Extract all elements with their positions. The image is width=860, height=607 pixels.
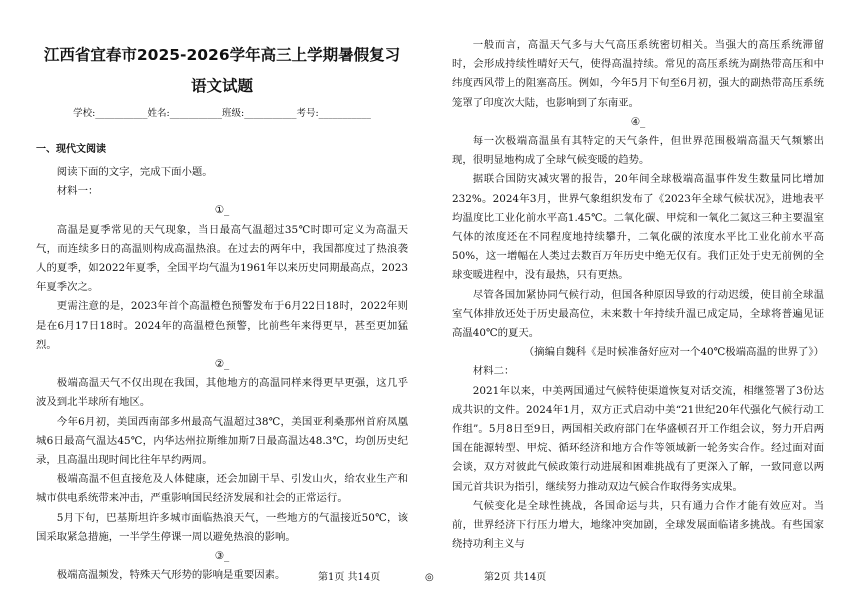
paragraph: 一般而言，高温天气多与大气高压系统密切相关。当强大的高压系统滞留时，会形成持续性晴好天气，使得高温持续。常见的高压系统为副热带高压和中纬度西风带上的阻塞高压。例如，今年5月下旬至6月初，强大的副热带高压系统笼罩了印度次大陆，也影响到了东南亚。 (452, 39, 824, 109)
paragraph: 极端高温不但直接危及人体健康，还会加剧干旱、引发山火，给农业生产和城市供电系统带来冲击，严重影响国民经济发展和社会的正常运行。 (36, 473, 408, 505)
paragraph: 气候变化是全球性挑战，各国命运与共，只有通力合作才能有效应对。当前，世界经济下行压力增大，地缘冲突加剧，全球发展面临诸多挑战。有些国家绕持功利主义与 (452, 499, 824, 551)
paragraph: 极端高温频发，特殊天气形势的影响是重要因素。 (56, 569, 286, 582)
right-page-column (452, 0, 824, 554)
paragraph: 2021年以来，中美两国通过气候特使渠道恢复对话交流，相继签署了3份达成共识的文件。2024年1月，双方正式启动中美“21世纪20年代强化气候行动工作组”。5月8日至9日，两国相关政府部门在华盛顿召开工作组会议，努力开启两国在能源转型、甲烷、循环经济和地方合作等领域新一轮务实合作。经过面对面会谈，双方对彼此气候政策行动进展和困难挑战有了更深入了解，一致同意以两国元首共识为指引，继续努力推动双边气候合作取得务实成果。 (452, 384, 824, 493)
page-number-right: 第2页 共14页 (484, 572, 547, 583)
paragraph: 材料二： (472, 365, 515, 378)
student-info-line: 学校:___________姓名:___________班级:___________考号:___________ (73, 108, 371, 119)
exam-subtitle: 语文试题 (190, 77, 253, 95)
paragraph: 高温是夏季常见的天气现象，当日最高气温超过35℃时即可定义为高温天气，而连续多日的高温则构成高温热浪。在过去的两年中，我国都度过了热浪袭人的夏季，如2022年夏季，全国平均气温为1961年以来历史同期最高点，2023年夏季次之。 (36, 223, 408, 294)
paragraph: 据联合国防灾减灾署的报告，20年间全球极端高温事件发生数量同比增加232%。2024年3月，世界气象组织发布了《2023年全球气候状况》，进地表平均温度比工业化前水平高1.45℃。二氧化碳、甲烷和一氧化二氮这三种主要温室气体的浓度还在不同程度地持续攀升，二氧化碳的浓度水平比工业化前水平高50%，这一增幅在人类过去数百万年历史中绝无仅有。我们正处于史无前例的全球变暖进程中，没有最热，只有更热。 (452, 173, 824, 282)
paragraph: 5月下旬，巴基斯坦许多城市面临热浪天气，一些地方的气温接近50℃，该国采取紧急措施，一半学生停课一周以避免热浪的影响。 (36, 511, 408, 543)
exam-title: 江西省宜春市2025-2026学年高三上学期暑假复习 (43, 46, 401, 64)
paragraph: ①_ (214, 204, 230, 217)
section-heading: 一、现代文阅读 (36, 144, 106, 155)
paragraph: 阅读下面的文字，完成下面小题。 (56, 166, 213, 178)
footer-symbol: ◎ (425, 572, 434, 583)
paragraph: ④_ (630, 115, 646, 128)
paragraph: 每一次极端高温虽有其特定的天气条件，但世界范围极端高温天气频繁出现，很明显地构成了全球气候变暖的趋势。 (452, 135, 824, 167)
paragraph: 今年6月初，美国西南部多州最高气温超过38℃，美国亚利桑那州首府凤凰城6日最高气温达45℃，内华达州拉斯维加斯7日最高温达48.3℃，均创历史纪录，且高温出现时间比往年早约两周。 (36, 415, 408, 467)
paragraph: 材料一： (56, 185, 99, 198)
right-column-text (452, 36, 824, 554)
left-column-text (36, 163, 408, 585)
citation: （摘编自魏科《是时候准备好应对一个40℃极端高温的世界了》） (523, 346, 824, 359)
paragraph: 极端高温天气不仅出现在我国，其他地方的高温同样来得更早更强，这几乎波及到北半球所有地区。 (36, 377, 408, 409)
left-page-column (36, 0, 408, 585)
page-number-left: 第1页 共14页 (318, 572, 381, 583)
paragraph: ②_ (214, 358, 230, 371)
paragraph: ③_ (214, 550, 230, 563)
paragraph: 更需注意的是，2023年首个高温橙色预警发布于6月22日18时，2022年则是在6月17日18时。2024年的高温橙色预警，比前些年来得更早，甚至更加猛烈。 (36, 300, 408, 351)
paragraph: 尽管各国加紧协同气候行动，但国各种原因导致的行动迟缓，使目前全球温室气体排放还处于历史最高位，未来数十年持续升温已成定局，全球将普遍见证高温40℃的夏天。 (452, 288, 824, 340)
